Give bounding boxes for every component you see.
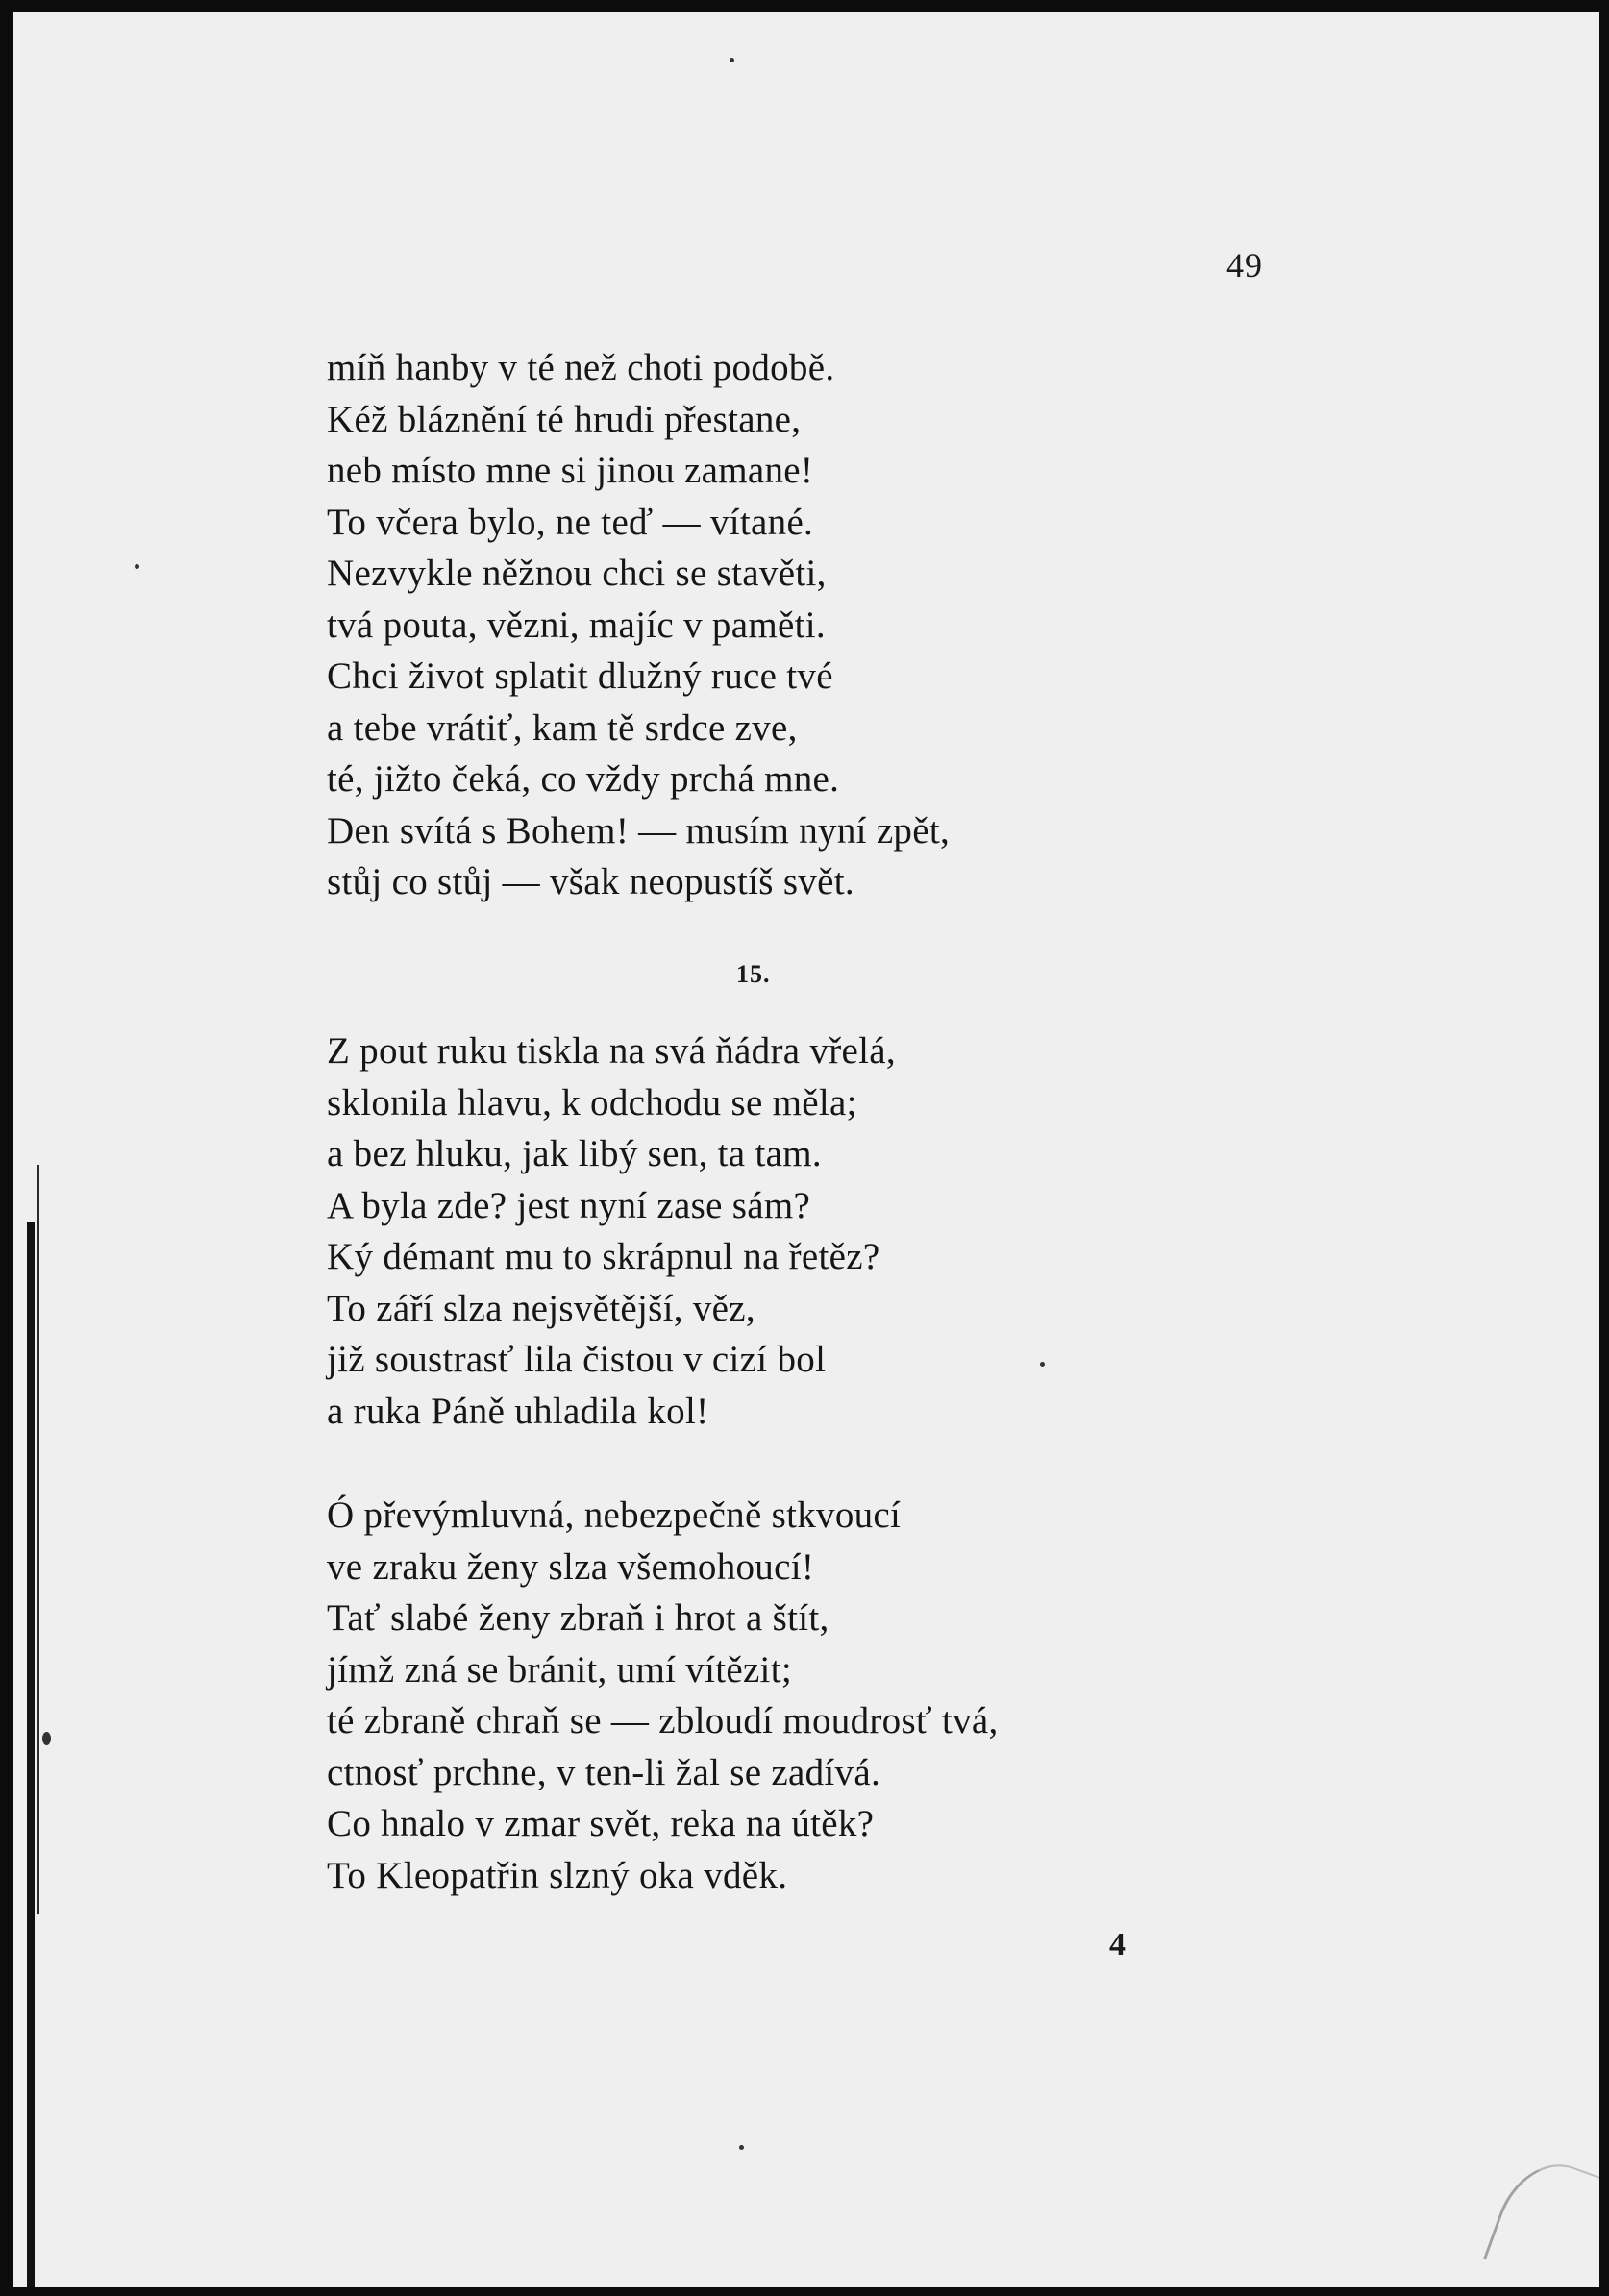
verse-line: míň hanby v té než choti podobě.	[327, 347, 835, 388]
verse-line: té, jižto čeká, co vždy prchá mne.	[327, 758, 840, 800]
verse-line: a bez hluku, jak libý sen, ta tam.	[327, 1133, 822, 1174]
verse-line: Tať slabé ženy zbraň i hrot a štít,	[327, 1597, 829, 1639]
verse-line: To Kleopatřin slzný oka vděk.	[327, 1854, 788, 1896]
verse-line: neb místo mne si jinou zamane!	[327, 450, 814, 491]
verse-line: ctnosť prchne, v ten-li žal se zadívá.	[327, 1751, 881, 1793]
verse-line: jímž zná se bránit, umí vítězit;	[327, 1648, 792, 1691]
page-number: 49	[1226, 246, 1263, 284]
verse-line: Nezvykle něžnou chci se stavěti,	[327, 553, 827, 594]
verse-line: již soustrasť lila čistou v cizí bol	[327, 1339, 827, 1380]
verse-line: A byla zde? jest nyní zase sám?	[327, 1184, 811, 1226]
scan-speck	[730, 58, 734, 62]
stanza	[327, 1490, 999, 1901]
verse-line: Kéž bláznění té hrudi přestane,	[327, 398, 802, 440]
verse-line: tvá pouta, vězni, majíc v paměti.	[327, 604, 826, 646]
verse-line: To včera bylo, ne teď — vítané.	[327, 501, 814, 543]
page-corner-curl	[1483, 2149, 1599, 2287]
verse-line: té zbraně chraň se — zbloudí moudrosť tvá,	[327, 1700, 999, 1741]
signature-mark: 4	[1109, 1927, 1126, 1963]
binding-edge	[37, 1165, 39, 1914]
book-page	[13, 12, 1599, 2287]
verse-line: Den svítá s Bohem! — musím nyní zpět,	[327, 809, 951, 852]
verse-line: a ruka Páně uhladila kol!	[327, 1390, 709, 1432]
verse-line: Chci život splatit dlužný ruce tvé	[327, 655, 833, 697]
verse-line: a tebe vrátiť, kam tě srdce zve,	[327, 706, 798, 749]
stanza	[327, 342, 950, 908]
verse-line: stůj co stůj — však neopustíš svět.	[327, 861, 854, 902]
binding-shadow	[27, 1222, 35, 2287]
verse-line: Ó převýmluvná, nebezpečně stkvoucí	[327, 1494, 902, 1536]
verse-line: ve zraku ženy slza všemohoucí!	[327, 1545, 815, 1588]
scan-speck	[1040, 1362, 1045, 1367]
verse-line: Ký démant mu to skrápnul na řetěz?	[327, 1236, 880, 1277]
verse-line: sklonila hlavu, k odchodu se měla;	[327, 1081, 857, 1123]
verse-line: Z pout ruku tiskla na svá ňádra vřelá,	[327, 1030, 896, 1072]
scan-speck	[739, 2145, 744, 2150]
stanza	[327, 1025, 896, 1437]
scan-speck	[42, 1732, 51, 1745]
verse-line: Co hnalo v zmar svět, reka na útěk?	[327, 1803, 875, 1844]
scan-speck	[135, 564, 139, 569]
verse-line: To září slza nejsvětější, věz,	[327, 1287, 755, 1329]
section-number: 15.	[736, 960, 771, 988]
